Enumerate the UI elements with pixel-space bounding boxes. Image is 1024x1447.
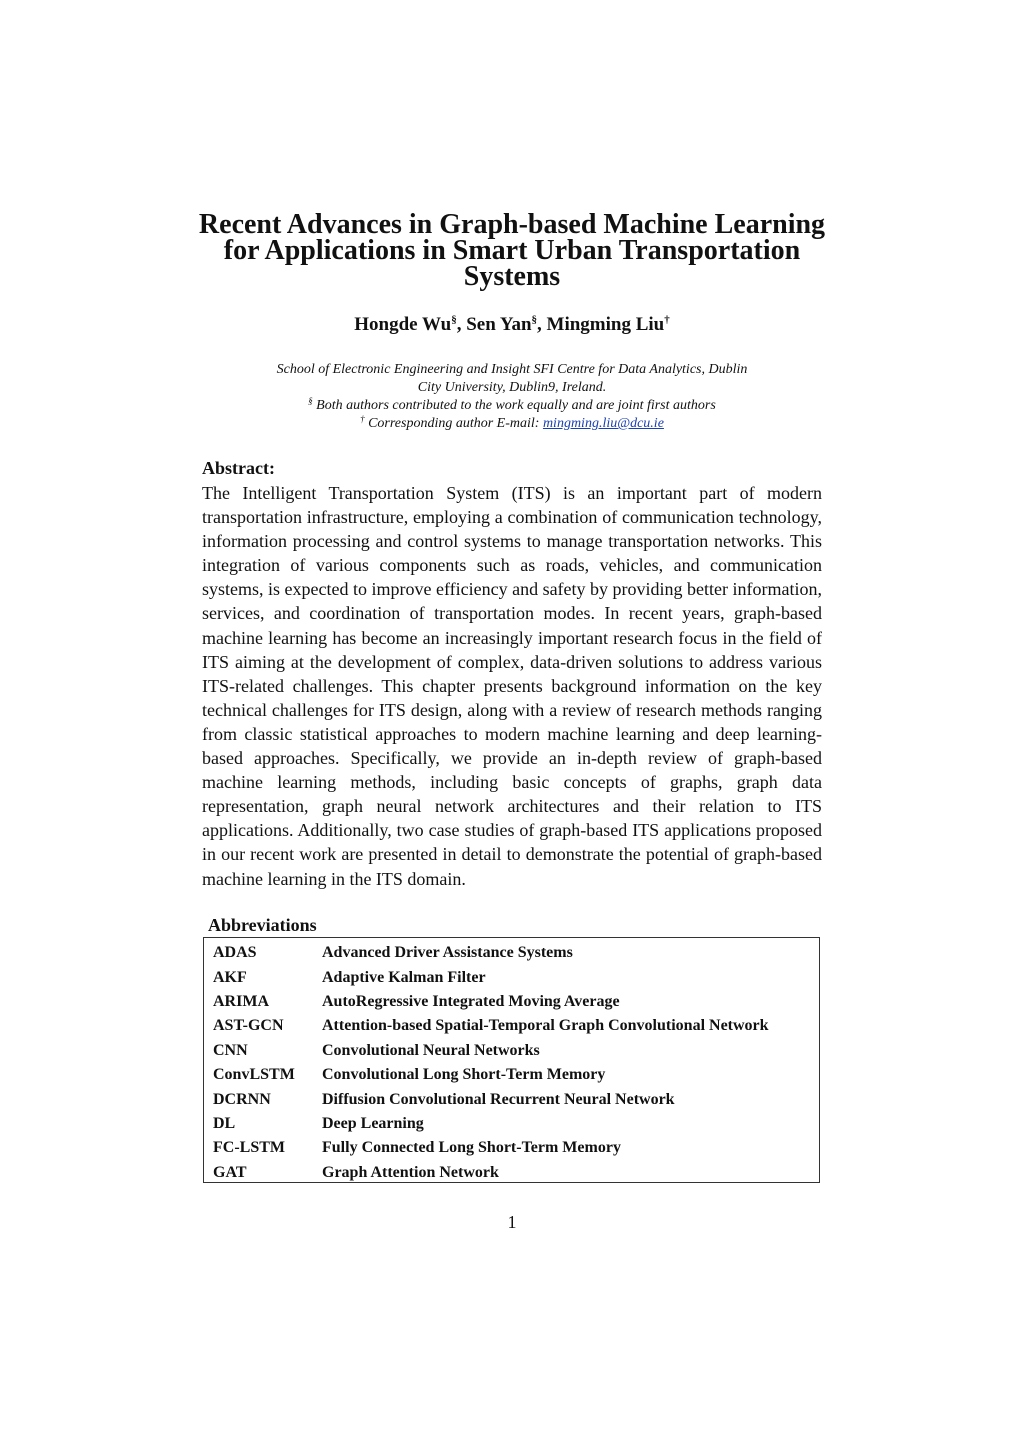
affiliation-line: City University, Dublin9, Ireland. [417, 380, 607, 395]
email-link[interactable]: mingming.liu@dcu.ie [542, 416, 664, 431]
abbreviation-meaning: Fully Connected Long Short-Term Memory [322, 1139, 621, 1157]
page-number: 1 [507, 1212, 517, 1232]
abstract-text: The Intelligent Transportation System (ITS) is an important part of modern transportation infrastructure, employing a combination of communication technology, information processing and control systems to manage transportation networks. This integration of various components such as roads, vehicles, and communication systems, is expected to improve efficiency and safety by providing better information, services, and coordination of transportation modes. In recent years, graph-based machine learning has become an increasingly important research focus in the field of ITS aiming at the development of complex, data-driven solutions to address various ITS-related challenges. This chapter presents background information on the key technical challenges for ITS design, along with a review of research methods ranging from classic statistical approaches to modern machine learning and deep learning-based approaches. Specifically, we provide an in-depth review of graph-based machine learning methods, including basic concepts of graphs, graph data representation, graph neural network architectures and their relation to ITS applications. Additionally, two case studies of graph-based ITS applications proposed in our recent work are presented in detail to demonstrate the potential of graph-based machine learning in the ITS domain. [202, 483, 822, 889]
corresponding-author-note [150, 415, 874, 433]
abbreviation-meaning: Diffusion Convolutional Recurrent Neural Network [322, 1090, 675, 1108]
abbreviation-meaning: Graph Attention Network [322, 1163, 499, 1181]
abbreviations-heading: Abbreviations [208, 915, 317, 935]
abbreviation-meaning: Attention-based Spatial-Temporal Graph Convolutional Network [322, 1017, 769, 1035]
table-row [204, 1014, 819, 1038]
abbreviation-meaning: Convolutional Long Short-Term Memory [322, 1066, 606, 1084]
abbreviation: ARIMA [213, 992, 269, 1010]
author-separator: , [456, 314, 467, 335]
title-line: Systems [463, 261, 561, 292]
abbreviation: DCRNN [213, 1090, 271, 1108]
abbreviation-meaning: Adaptive Kalman Filter [322, 968, 486, 986]
title-line: for Applications in Smart Urban Transportation [223, 235, 801, 266]
abbreviation: DL [213, 1114, 236, 1132]
abbreviation: ConvLSTM [213, 1066, 295, 1084]
table-row [204, 1112, 819, 1136]
equal-contribution-note [150, 397, 874, 415]
affiliation-line: School of Electronic Engineering and Insight SFI Centre for Data Analytics, Dublin [276, 362, 748, 377]
author-name: Sen Yan [466, 314, 532, 335]
table-row [204, 965, 819, 989]
abbreviations-table [203, 937, 820, 1183]
author-list [150, 313, 874, 337]
table-row [204, 1063, 819, 1087]
abbreviation: GAT [213, 1163, 247, 1181]
table-row [204, 941, 819, 965]
table-row [204, 990, 819, 1014]
author-name: Hongde Wu [354, 314, 452, 335]
author-mark: § [531, 314, 538, 326]
table-row [204, 1161, 819, 1185]
abbreviation-meaning: AutoRegressive Integrated Moving Average [322, 992, 620, 1010]
table-row [204, 1039, 819, 1063]
table-row [204, 1136, 819, 1160]
note-text: Both authors contributed to the work equally and are joint first authors [312, 398, 716, 413]
title-line: Recent Advances in Graph-based Machine Learning [198, 209, 826, 240]
abbreviation-meaning: Deep Learning [322, 1114, 424, 1132]
abbreviation: CNN [213, 1041, 248, 1059]
note-text: Corresponding author E-mail: [364, 416, 543, 431]
note-mark: † [360, 414, 365, 424]
abbreviation-meaning: Convolutional Neural Networks [322, 1041, 540, 1059]
table-row [204, 1087, 819, 1111]
abbreviation: AKF [213, 968, 247, 986]
paper-title [150, 209, 874, 292]
author-name: Mingming Liu [546, 314, 665, 335]
author-separator: , [537, 314, 547, 335]
abstract-heading: Abstract: [202, 458, 275, 478]
abbreviation: FC-LSTM [213, 1139, 285, 1157]
abbreviation: AST-GCN [213, 1017, 284, 1035]
author-mark: § [451, 314, 457, 326]
abbreviation-meaning: Advanced Driver Assistance Systems [322, 944, 573, 962]
affiliation-block [150, 361, 874, 433]
author-mark: † [664, 314, 670, 326]
abbreviation: ADAS [213, 944, 257, 962]
note-mark: § [308, 396, 313, 406]
